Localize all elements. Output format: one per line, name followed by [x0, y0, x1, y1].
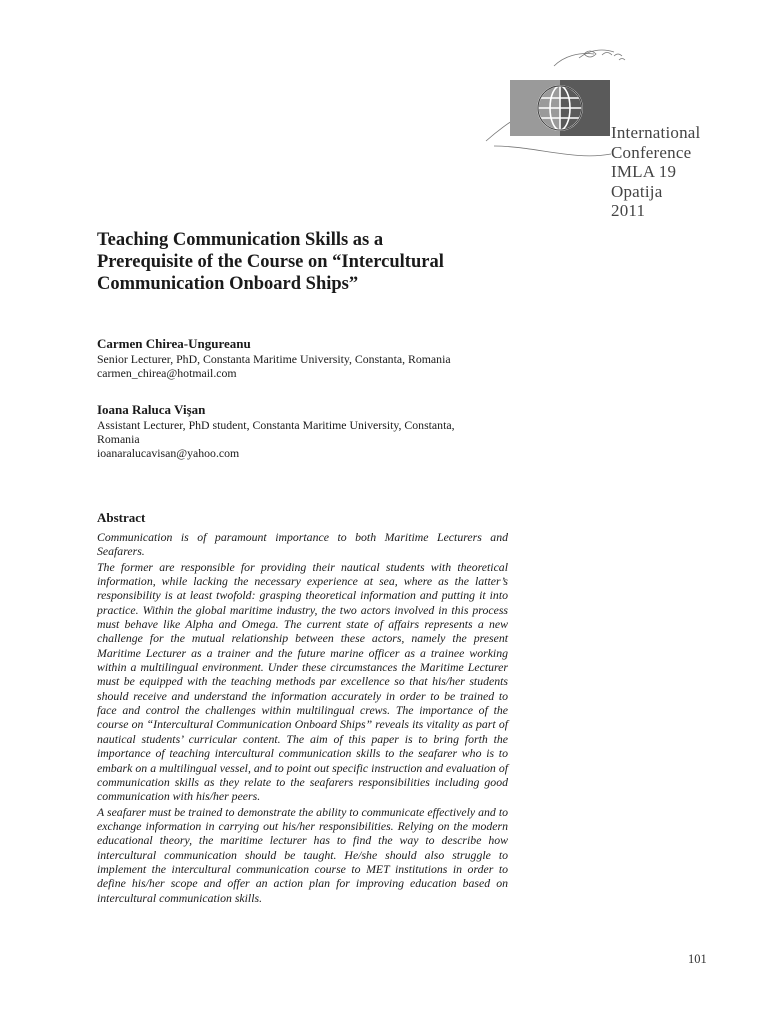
conference-line: Conference [611, 142, 692, 162]
conference-line: International [611, 123, 701, 142]
abstract-body [97, 530, 508, 906]
author-name: Carmen Chirea-Ungureanu [97, 336, 251, 351]
author-email: ioanaralucavisan@yahoo.com [97, 446, 240, 460]
author-name: Ioana Raluca Vişan [97, 402, 206, 417]
title-line: Communication Onboard Ships” [97, 274, 359, 294]
conference-info [611, 123, 700, 221]
author-affiliation: Senior Lecturer, PhD, Constanta Maritime University, Constanta, Romania [97, 352, 451, 366]
conference-line: IMLA 19 [611, 162, 677, 181]
author-affiliation: Assistant Lecturer, PhD student, Constanta Maritime University, Constanta, [97, 418, 455, 432]
author-block [97, 336, 517, 380]
conference-line: 2011 [611, 201, 646, 220]
author-affiliation: Romania [97, 432, 140, 446]
page-number: 101 [688, 952, 707, 966]
conference-line: Opatija [611, 181, 663, 201]
paper-title [97, 229, 537, 295]
abstract-paragraph: The former are responsible for providing their nautical students with theoretical information, while lacking the necessary experience at sea, where as the latter’s responsibility is at least twofold: grasping theoretical information and putting it into practice. Within the global maritime industry, the two actors involved in this process must behave like Alpha and Omega. The current state of affairs represents a new challenge for the mutual relationship between these actors, namely the present Maritime Lecturer as a trainer and the future marine officer as a trainee working within a multilingual environment. Under these circumstances the Maritime Lecturer must be equipped with the teaching methods par excellence so that his/her students should receive and understand the information accurately in order to be trained to face and control the challenges within multilingual crews. The importance of the course on “Intercultural Communication Onboard Ships” reveals its vitality as part of nautical students’ curricular content. The aim of this paper is to bring forth the importance of teaching intercultural communication skills to the seafarer who is to embark on a multilingual vessel, and to point out specific instruction and evaluation of communication skills as they relate to the seafarers responsibilities including good communication with his/her peers. [97, 559, 508, 804]
title-line: Teaching Communication Skills as a [97, 230, 384, 250]
title-line: Prerequisite of the Course on “Intercultural [97, 252, 444, 272]
abstract-heading: Abstract [97, 510, 146, 525]
author-email: carmen_chirea@hotmail.com [97, 366, 237, 380]
author-block [97, 402, 517, 460]
abstract-paragraph: A seafarer must be trained to demonstrate the ability to communicate effectively and to exchange information in carrying out his/her responsibilities. Relying on the modern educational theory, the maritime lecturer has to find the way to describe how intercultural communication should be taught. He/she should also struggle to implement the intercultural communication course to MET institutions in order to define his/her scope and offer an action plan for improving education based on intercultural communication skills. [97, 804, 508, 905]
abstract-paragraph: Communication is of paramount importance to both Maritime Lecturers and Seafarers. [97, 530, 508, 559]
